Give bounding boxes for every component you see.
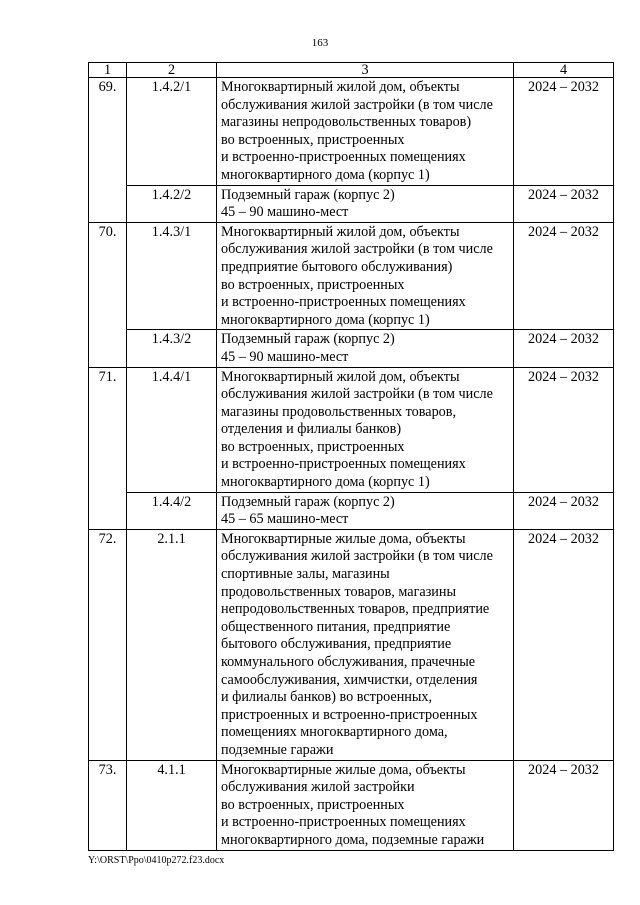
- description-cell: [217, 760, 514, 850]
- description-line: и встроенно-пристроенных помещениях: [221, 294, 466, 311]
- table-row: [89, 529, 614, 760]
- file-path-footer: Y:\ORST\Ppo\0410p272.f23.docx: [88, 855, 225, 866]
- description-cell: [217, 492, 514, 529]
- description-line: и встроенно-пристроенных помещениях: [221, 149, 466, 166]
- description-line: во встроенных, пристроенных: [221, 276, 405, 293]
- description-line: обслуживания жилой застройки (в том числе: [221, 386, 493, 403]
- description-line: многоквартирного дома (корпус 1): [221, 311, 430, 328]
- row-number-cell: 69.: [89, 78, 127, 223]
- description-line: непродовольственных товаров, предприятие: [221, 601, 490, 618]
- description-line: и встроенно-пристроенных помещениях: [221, 456, 466, 473]
- description-line: отделения и филиалы банков): [221, 421, 402, 438]
- description-line: обслуживания жилой застройки (в том числе: [221, 96, 493, 113]
- column-header-1: 1: [89, 63, 127, 78]
- description-line: 45 – 65 машино-мест: [221, 511, 349, 528]
- description-line: обслуживания жилой застройки (в том числе: [221, 241, 493, 258]
- description-line: и филиалы банков) во встроенных,: [221, 689, 433, 706]
- description-line: общественного питания, предприятие: [221, 618, 451, 635]
- description-line: предприятие бытового обслуживания): [221, 258, 453, 275]
- period-cell: 2024 – 2032: [514, 185, 614, 222]
- object-code-cell: 1.4.2/2: [127, 185, 217, 222]
- description-cell: [217, 330, 514, 367]
- table-row: [89, 185, 614, 222]
- object-code-cell: 1.4.2/1: [127, 78, 217, 186]
- object-code-cell: 1.4.4/1: [127, 367, 217, 492]
- description-line: во встроенных, пристроенных: [221, 796, 405, 813]
- row-number-cell: 73.: [89, 760, 127, 850]
- period-cell: 2024 – 2032: [514, 78, 614, 186]
- table-row: [89, 330, 614, 367]
- column-header-3: 3: [217, 63, 514, 78]
- description-line: подземные гаражи: [221, 741, 334, 758]
- description-line: помещениях многоквартирного дома,: [221, 724, 448, 741]
- period-cell: 2024 – 2032: [514, 760, 614, 850]
- object-code-cell: 1.4.4/2: [127, 492, 217, 529]
- description-line: во встроенных, пристроенных: [221, 438, 405, 455]
- description-line: Подземный гараж (корпус 2): [221, 186, 395, 203]
- description-line: многоквартирного дома, подземные гаражи: [221, 831, 485, 848]
- table-row: [89, 367, 614, 492]
- description-cell: [217, 367, 514, 492]
- row-number-cell: 72.: [89, 529, 127, 760]
- description-line: обслуживания жилой застройки (в том числе: [221, 548, 493, 565]
- table-row: [89, 760, 614, 850]
- description-line: Многоквартирный жилой дом, объекты: [221, 79, 460, 95]
- object-code-cell: 1.4.3/2: [127, 330, 217, 367]
- description-cell: [217, 185, 514, 222]
- description-line: многоквартирного дома (корпус 1): [221, 166, 430, 183]
- table-row: [89, 78, 614, 186]
- description-line: бытового обслуживания, предприятие: [221, 636, 452, 653]
- description-line: и встроенно-пристроенных помещениях: [221, 814, 466, 831]
- object-code-cell: 2.1.1: [127, 529, 217, 760]
- table-row: [89, 222, 614, 330]
- description-line: пристроенных и встроенно-пристроенных: [221, 706, 478, 723]
- period-cell: 2024 – 2032: [514, 222, 614, 330]
- period-cell: 2024 – 2032: [514, 330, 614, 367]
- page-number: 163: [311, 37, 329, 49]
- description-line: 45 – 90 машино-мест: [221, 204, 349, 221]
- description-line: магазины непродовольственных товаров): [221, 114, 472, 131]
- data-table: [88, 62, 614, 851]
- period-cell: 2024 – 2032: [514, 492, 614, 529]
- object-code-cell: 4.1.1: [127, 760, 217, 850]
- description-line: обслуживания жилой застройки: [221, 779, 415, 796]
- description-cell: [217, 78, 514, 186]
- description-line: во встроенных, пристроенных: [221, 131, 405, 148]
- description-line: коммунального обслуживания, прачечные: [221, 654, 476, 670]
- description-cell: [217, 529, 514, 760]
- description-line: Многоквартирный жилой дом, объекты: [221, 223, 460, 240]
- column-header-2: 2: [127, 63, 217, 78]
- description-cell: [217, 222, 514, 330]
- period-cell: 2024 – 2032: [514, 367, 614, 492]
- description-line: 45 – 90 машино-мест: [221, 348, 349, 365]
- description-line: спортивные залы, магазины: [221, 566, 390, 583]
- description-line: самообслуживания, химчистки, отделения: [221, 671, 478, 688]
- object-code-cell: 1.4.3/1: [127, 222, 217, 330]
- row-number-cell: 70.: [89, 222, 127, 367]
- description-line: продовольственных товаров, магазины: [221, 583, 457, 600]
- header-row: [89, 63, 614, 78]
- period-cell: 2024 – 2032: [514, 529, 614, 760]
- description-line: Многоквартирные жилые дома, объекты: [221, 530, 466, 547]
- description-line: Подземный гараж (корпус 2): [221, 493, 395, 510]
- description-line: Подземный гараж (корпус 2): [221, 331, 395, 348]
- row-number-cell: 71.: [89, 367, 127, 529]
- description-line: Многоквартирные жилые дома, объекты: [221, 761, 466, 778]
- description-line: магазины продовольственных товаров,: [221, 403, 457, 420]
- column-header-4: 4: [514, 63, 614, 78]
- description-line: многоквартирного дома (корпус 1): [221, 474, 430, 491]
- table-row: [89, 492, 614, 529]
- description-line: Многоквартирный жилой дом, объекты: [221, 368, 460, 385]
